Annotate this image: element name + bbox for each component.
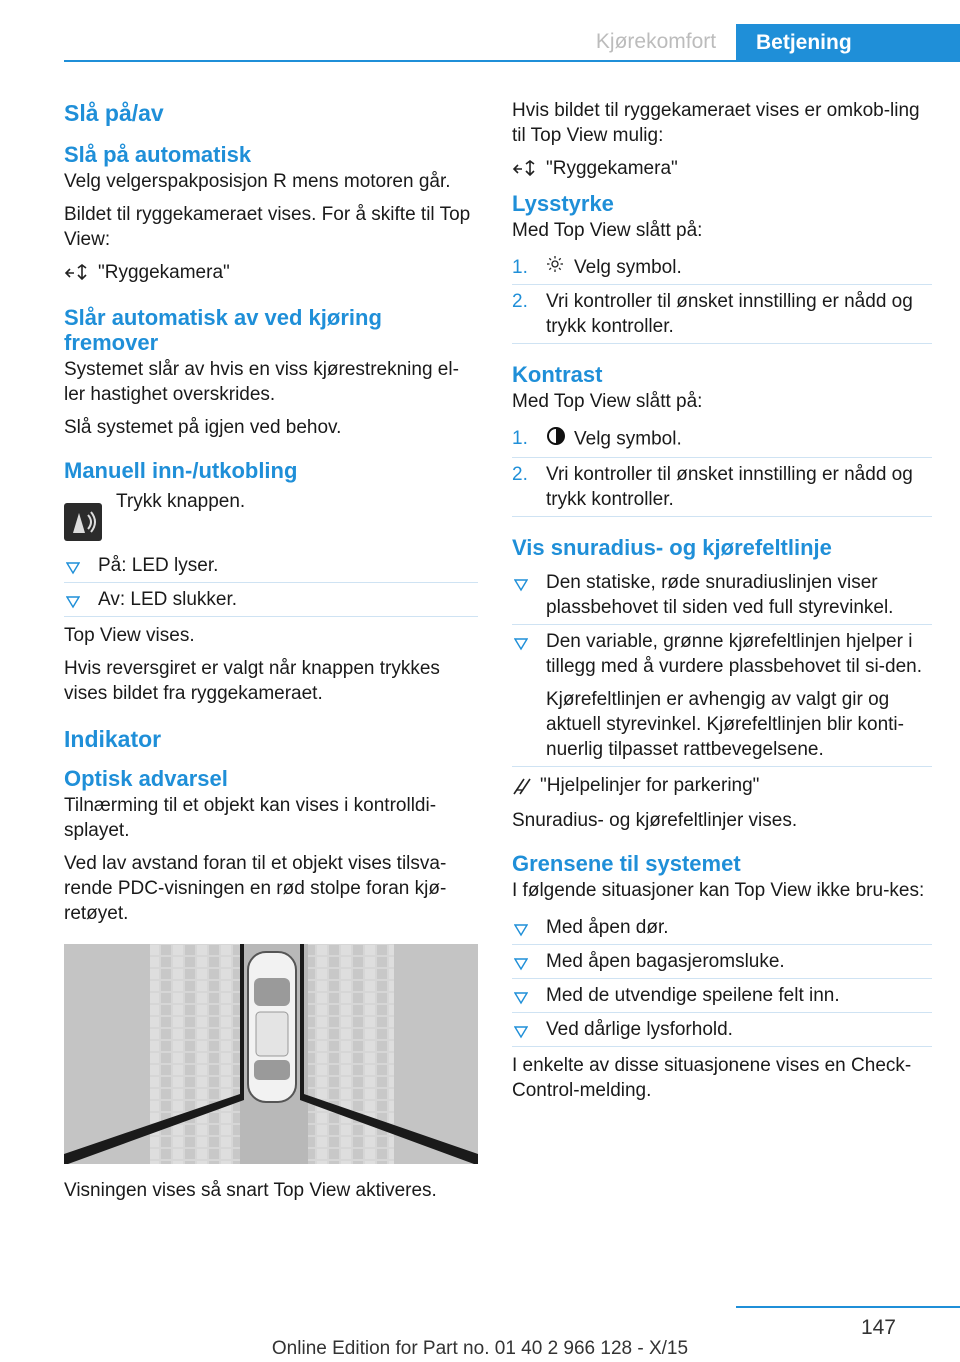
menu-path-hjelpelinjer xyxy=(512,773,932,798)
triangle-bullet-icon xyxy=(514,953,528,978)
heading-manuell-inn-utkobling: Manuell inn-/utkobling xyxy=(64,458,298,483)
heading-indikator: Indikator xyxy=(64,726,162,752)
heading-vis-snuradius: Vis snuradius- og kjørefeltlinje xyxy=(512,535,832,561)
list-item: 1. Velg symbol. xyxy=(512,422,932,458)
list-subparagraph: Kjørefeltlinjen er avhengig av valgt gir og aktuell styrevinkel. Kjørefeltlinjen blir konti‐nuerlig tilpasset rattbevegelsene. xyxy=(546,689,904,761)
camera-reverse-icon xyxy=(64,261,98,285)
paragraph: Top View vises. xyxy=(64,625,195,646)
menu-label: "Ryggekamera" xyxy=(546,158,678,179)
paragraph: Hvis bildet til ryggekameraet vises er omkob‐ling til Top View mulig: xyxy=(512,100,920,146)
paragraph: Tilnærming til et objekt kan vises i kontrolldi‐splayet. xyxy=(64,795,437,841)
list-item: 2. Vri kontroller til ønsket innstilling er nådd og trykk kontroller. xyxy=(512,458,932,517)
paragraph: Systemet slår av hvis en viss kjørestrekning el‐ler hastighet overskrides. xyxy=(64,359,459,405)
heading-grensene-til-systemet: Grensene til systemet xyxy=(512,851,741,877)
triangle-bullet-icon xyxy=(514,574,528,599)
snuradius-list xyxy=(512,566,932,767)
heading-slaa-paa-av: Slå på/av xyxy=(64,100,164,126)
triangle-bullet-icon xyxy=(66,557,80,582)
figure-caption: Visningen vises så snart Top View aktiveres. xyxy=(64,1180,437,1201)
list-item: 1. Velg symbol. xyxy=(512,251,932,285)
header-tab-betjening[interactable]: Betjening xyxy=(736,24,960,62)
menu-path-ryggekamera xyxy=(512,156,932,181)
led-list xyxy=(64,549,478,617)
parking-lines-icon xyxy=(512,774,540,798)
list-item: Med åpen bagasjeromsluke. xyxy=(512,945,932,979)
contrast-icon xyxy=(546,426,574,453)
heading-slaar-automatisk-av: Slår automatisk av ved kjøring fremover xyxy=(64,305,382,355)
list-item: Ved dårlige lysforhold. xyxy=(512,1013,932,1047)
list-item: Av: LED slukker. xyxy=(64,583,478,617)
list-item: Den variable, grønne kjørefeltlinjen hjelper i tillegg med å vurdere plassbehovet til si‐den. Kjørefeltlinjen er avhengig av valgt gir og aktuell styrevinkel. Kjørefeltlinjen blir konti‐nuerlig tilpasset rattbevegelsene. xyxy=(512,625,932,767)
menu-label: "Hjelpelinjer for parkering" xyxy=(540,775,760,797)
heading-kontrast: Kontrast xyxy=(512,362,603,388)
pdc-button-icon xyxy=(64,503,102,541)
paragraph: Med Top View slått på: xyxy=(512,220,703,241)
heading-optisk-advarsel: Optisk advarsel xyxy=(64,766,228,791)
paragraph: I følgende situasjoner kan Top View ikke bru‐kes: xyxy=(512,880,925,902)
paragraph: Slå systemet på igjen ved behov. xyxy=(64,417,342,438)
camera-reverse-icon xyxy=(512,157,546,181)
footer-divider xyxy=(736,1306,960,1308)
header-tab-kjorekomfort[interactable]: Kjørekomfort xyxy=(595,30,717,53)
paragraph: Med Top View slått på: xyxy=(512,391,703,413)
lysstyrke-steps xyxy=(512,251,932,344)
header-divider xyxy=(64,60,960,62)
triangle-bullet-icon xyxy=(514,1021,528,1046)
paragraph: Velg velgerspakposisjon R mens motoren går. xyxy=(64,171,451,192)
triangle-bullet-icon xyxy=(66,591,80,616)
list-item: Med åpen dør. xyxy=(512,911,932,945)
menu-label: "Ryggekamera" xyxy=(98,262,230,283)
list-item: Den statiske, røde snuradiuslinjen viser plassbehovet til siden ved full styrevinkel. xyxy=(512,566,932,625)
pdc-button-row xyxy=(64,485,478,541)
paragraph: Trykk knappen. xyxy=(116,491,246,512)
triangle-bullet-icon xyxy=(514,633,528,658)
paragraph: Hvis reversgiret er valgt når knappen trykkes vises bildet fra ryggekameraet. xyxy=(64,658,440,704)
list-item: 2. Vri kontroller til ønsket innstilling er nådd og trykk kontroller. xyxy=(512,285,932,344)
paragraph: Bildet til ryggekameraet vises. For å skifte til Top View: xyxy=(64,204,471,250)
paragraph: I enkelte av disse situasjonene vises en Check-Control-melding. xyxy=(512,1055,912,1102)
triangle-bullet-icon xyxy=(514,987,528,1012)
heading-slaa-paa-automatisk: Slå på automatisk xyxy=(64,142,252,167)
grensene-list xyxy=(512,911,932,1047)
page-number: 147 xyxy=(860,1316,896,1339)
paragraph: Ved lav avstand foran til et objekt vises tilsva‐rende PDC-visningen en rød stolpe foran kjø‐retøyet. xyxy=(64,853,447,924)
right-column xyxy=(512,98,932,1111)
paragraph: Snuradius- og kjørefeltlinjer vises. xyxy=(512,810,798,832)
heading-lysstyrke: Lysstyrke xyxy=(512,191,614,216)
left-column xyxy=(64,98,478,1203)
kontrast-steps xyxy=(512,422,932,517)
triangle-bullet-icon xyxy=(514,919,528,944)
list-item: Med de utvendige speilene felt inn. xyxy=(512,979,932,1013)
sun-icon xyxy=(546,255,574,280)
edition-note: Online Edition for Part no. 01 40 2 966 128 - X/15 xyxy=(271,1338,689,1359)
top-view-image xyxy=(64,944,478,1164)
list-item: På: LED lyser. xyxy=(64,549,478,583)
menu-path-ryggekamera xyxy=(64,260,478,285)
